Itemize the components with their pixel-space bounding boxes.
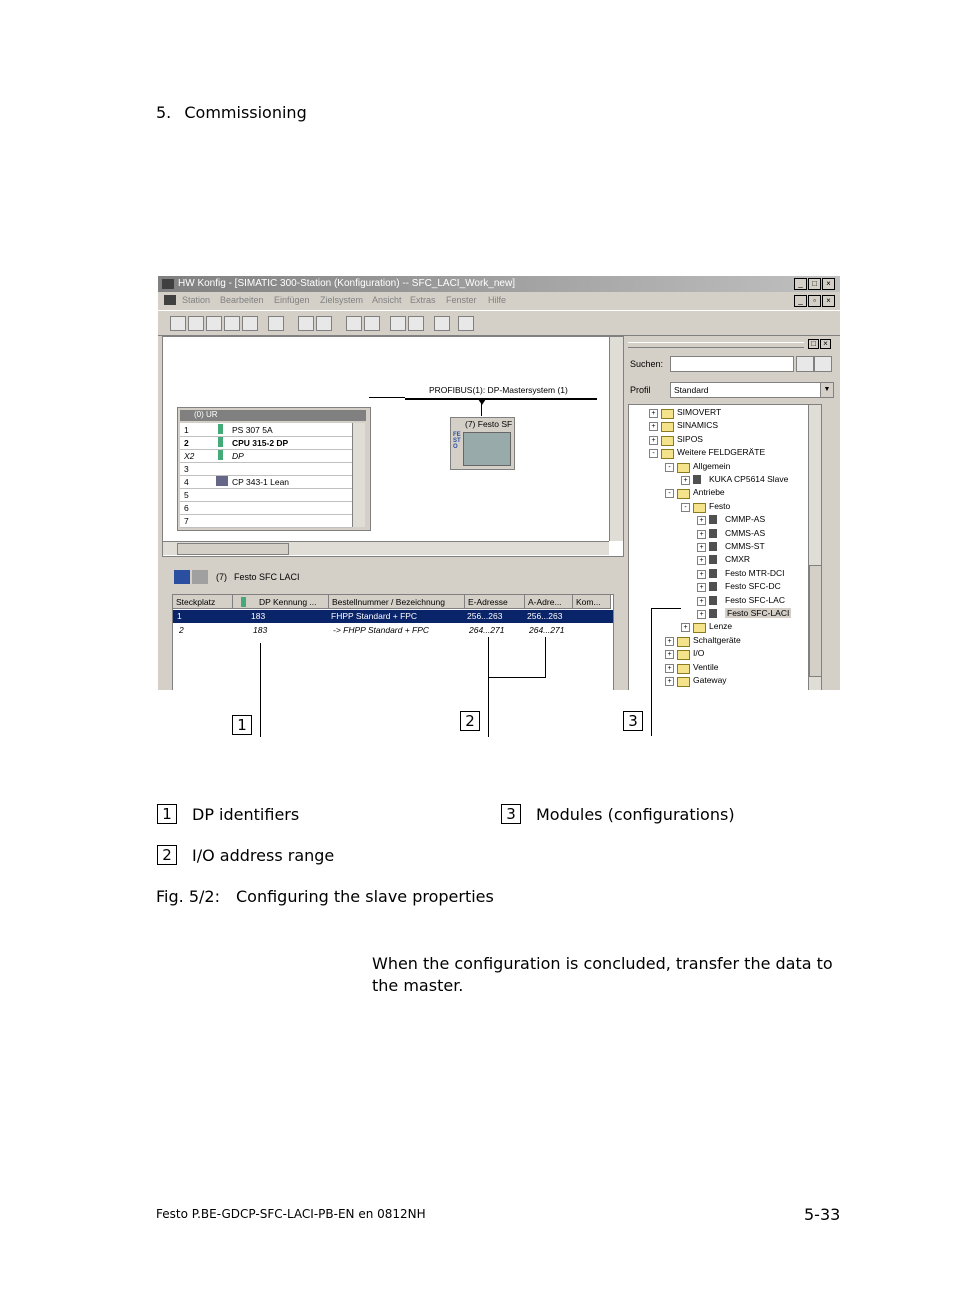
rack-row[interactable] — [180, 423, 352, 437]
collapse-icon[interactable]: - — [665, 463, 674, 472]
search-up-icon[interactable] — [814, 356, 832, 372]
folder-icon — [677, 489, 690, 499]
expand-icon[interactable]: + — [649, 436, 658, 445]
tree-node[interactable] — [697, 514, 809, 527]
cell-a-adresse: 264...271 — [529, 625, 565, 635]
folder-icon — [677, 677, 690, 687]
menu-bearbeiten[interactable]: Bearbeiten — [220, 295, 264, 305]
expand-icon[interactable]: + — [665, 637, 674, 646]
rack-table — [180, 423, 364, 527]
rack-row[interactable] — [180, 475, 352, 489]
collapse-icon[interactable]: - — [649, 449, 658, 458]
folder-icon — [693, 503, 706, 513]
expand-icon[interactable]: + — [665, 650, 674, 659]
detail-title: Festo SFC LACI — [234, 572, 300, 582]
chapter-heading — [156, 103, 307, 122]
folder-icon — [677, 664, 690, 674]
expand-icon[interactable]: + — [697, 543, 706, 552]
expand-icon[interactable]: + — [665, 664, 674, 673]
tree-node-label: Festo SFC-LAC — [725, 594, 785, 605]
tree-node-label: Schaltgeräte — [693, 634, 741, 645]
rack-row[interactable] — [180, 449, 352, 463]
slave-label: (7) Festo SF — [465, 419, 513, 429]
rack-bus-link — [369, 397, 405, 398]
cell-slot: 1 — [177, 611, 182, 621]
window-title: HW Konfig - [SIMATIC 300-Station (Konfiguration) -- SFC_LACI_Work_new] — [178, 278, 515, 289]
rack-title: (0) UR — [194, 410, 218, 419]
hardware-catalog — [624, 336, 840, 690]
callout-marker-2: 2 — [460, 711, 480, 731]
module-name: CP 343-1 Lean — [232, 477, 290, 487]
tree-node-label: Ventile — [693, 661, 719, 672]
canvas-vscrollbar[interactable] — [609, 337, 623, 541]
expand-icon[interactable]: + — [697, 583, 706, 592]
cell-a-adresse: 256...263 — [527, 611, 563, 621]
paste-icon[interactable] — [316, 316, 332, 331]
device-icon — [709, 582, 717, 591]
callout-3-line — [651, 608, 652, 736]
expand-icon[interactable]: + — [697, 597, 706, 606]
slot-number: 5 — [184, 490, 189, 500]
expand-icon[interactable]: + — [697, 530, 706, 539]
menu-icon — [164, 295, 176, 305]
col-header-kommentar[interactable]: Kom... — [573, 595, 611, 609]
profile-select[interactable] — [670, 382, 834, 398]
minimize-button[interactable]: _ — [794, 278, 807, 290]
menu-station[interactable]: Station — [182, 295, 211, 305]
tree-node-label: Festo SFC-DC — [725, 581, 781, 592]
table-row-selected[interactable] — [173, 610, 613, 623]
rack-row[interactable] — [180, 514, 352, 528]
tree-node-label: SIMOVERT — [677, 407, 722, 417]
callout-marker-3: 3 — [623, 711, 643, 731]
tree-node-label: CMXR — [725, 554, 751, 565]
device-icon — [709, 609, 717, 618]
tree-node[interactable] — [649, 434, 809, 447]
menu-ansicht[interactable]: Ansicht — [372, 295, 402, 305]
new-icon[interactable] — [170, 316, 186, 331]
tree-node[interactable] — [665, 461, 809, 474]
tree-node-label: Festo SFC-LACI — [727, 608, 790, 618]
tree-node[interactable] — [681, 621, 809, 634]
footer-document-id: Festo P.BE-GDCP-SFC-LACI-PB-EN en 0812NH — [156, 1207, 426, 1221]
tree-node-label: Lenze — [709, 621, 733, 632]
hw-config-screenshot — [158, 276, 840, 690]
tree-node[interactable] — [697, 554, 809, 567]
save-icon[interactable] — [224, 316, 240, 331]
cell-bezeichnung: FHPP Standard + FPC — [331, 611, 418, 621]
tree-node-label: CMMP-AS — [725, 514, 766, 525]
tree-scrollbar[interactable] — [808, 405, 821, 690]
app-icon — [162, 279, 174, 289]
tree-node-label: Antriebe — [693, 487, 725, 498]
callout-1-line — [260, 643, 261, 737]
folder-icon — [677, 650, 690, 660]
tree-node[interactable] — [697, 581, 809, 594]
catalog-grip — [628, 342, 804, 348]
folder-icon — [661, 449, 674, 459]
collapse-icon[interactable]: - — [665, 489, 674, 498]
menu-bar — [158, 293, 840, 308]
tree-node-label: I/O — [693, 648, 705, 659]
tree-node[interactable] — [649, 447, 809, 460]
tree-node-label: Allgemein — [693, 460, 731, 471]
catalog-toggle-icon[interactable] — [390, 316, 406, 331]
rack-row[interactable] — [180, 501, 352, 515]
device-icon — [709, 515, 717, 524]
rack-row[interactable] — [180, 436, 352, 450]
legend-label-1: DP identifiers — [192, 805, 300, 824]
table-row[interactable] — [173, 624, 613, 637]
station-canvas[interactable] — [162, 336, 624, 557]
body-paragraph: When the configuration is concluded, transfer the data to the master. — [372, 954, 833, 995]
tree-node[interactable] — [665, 487, 809, 500]
slot-table — [172, 594, 614, 690]
search-input[interactable] — [670, 356, 794, 372]
canvas-hscrollbar[interactable] — [163, 541, 609, 555]
figure-caption: Configuring the slave properties — [236, 887, 494, 906]
cell-e-adresse: 256...263 — [467, 611, 503, 621]
upload-icon[interactable] — [364, 316, 380, 331]
tree-node[interactable] — [649, 420, 809, 433]
slot-number: 7 — [184, 516, 189, 526]
rack-row[interactable] — [180, 462, 352, 476]
col-header-e-adresse[interactable]: E-Adresse — [465, 595, 525, 609]
profile-value: Standard — [674, 385, 709, 395]
profile-label: Profil — [630, 385, 651, 395]
tree-node[interactable] — [665, 675, 809, 688]
module-icon — [216, 476, 228, 486]
close-button[interactable]: × — [822, 278, 835, 290]
expand-icon[interactable]: + — [697, 570, 706, 579]
cell-dp-kennung: 183 — [251, 611, 266, 621]
callout-3-connector — [651, 608, 681, 609]
catalog-restore-button[interactable]: □ — [808, 339, 819, 349]
menu-einfuegen[interactable]: Einfügen — [274, 295, 310, 305]
tree-node[interactable] — [665, 635, 809, 648]
copy-icon[interactable] — [298, 316, 314, 331]
maximize-button[interactable]: □ — [808, 278, 821, 290]
slot-number: 1 — [184, 425, 189, 435]
folder-icon — [661, 409, 674, 419]
menu-zielsystem[interactable]: Zielsystem — [320, 295, 364, 305]
doc-minimize-button[interactable]: _ — [794, 295, 807, 307]
window-titlebar — [158, 276, 840, 292]
cell-dp-kennung: 183 — [253, 625, 268, 635]
module-name: CPU 315-2 DP — [232, 438, 289, 448]
chapter-title: Commissioning — [184, 103, 307, 122]
device-icon — [709, 542, 717, 551]
tree-scroll-thumb[interactable] — [809, 565, 822, 677]
download-icon[interactable] — [346, 316, 362, 331]
callout-2-line-left — [488, 637, 489, 737]
device-icon — [709, 596, 717, 605]
tree-node[interactable] — [665, 648, 809, 661]
device-icon — [709, 555, 717, 564]
col-header-dp-kennung[interactable]: DP Kennung ... — [233, 595, 329, 609]
bus-connector-icon — [478, 399, 486, 405]
back-arrow-icon[interactable] — [174, 570, 190, 584]
legend-marker-1: 1 — [157, 804, 177, 824]
help-icon[interactable] — [458, 316, 474, 331]
network-open-icon[interactable] — [206, 316, 222, 331]
expand-icon[interactable]: + — [681, 476, 690, 485]
page-number: 5-33 — [804, 1205, 841, 1224]
slot-number: 6 — [184, 503, 189, 513]
detail-slot-number: (7) — [216, 572, 227, 582]
module-icon — [218, 450, 223, 460]
rack-scrollbar[interactable] — [352, 423, 365, 527]
hscroll-thumb[interactable] — [177, 543, 289, 555]
toolbar — [158, 310, 840, 336]
folder-icon — [693, 623, 706, 633]
tree-node-label: SINAMICS — [677, 420, 719, 431]
tree-node-label: Festo MTR-DCI — [725, 567, 785, 578]
tree-node[interactable] — [697, 595, 809, 608]
legend-label-2: I/O address range — [192, 846, 335, 865]
slot-number: 3 — [184, 464, 189, 474]
callout-marker-1: 1 — [232, 715, 252, 735]
device-icon — [693, 475, 701, 484]
catalog-tree — [628, 404, 822, 690]
folder-icon — [677, 463, 690, 473]
tree-node[interactable] — [697, 608, 809, 621]
module-name: PS 307 5A — [232, 425, 273, 435]
slave-brand: FESTO — [453, 432, 461, 450]
slave-device-icon — [463, 432, 511, 466]
folder-icon — [677, 637, 690, 647]
search-down-icon[interactable] — [796, 356, 814, 372]
profibus-line[interactable] — [405, 398, 597, 400]
catalog-close-button[interactable]: × — [820, 339, 831, 349]
expand-icon[interactable]: + — [681, 623, 690, 632]
expand-icon[interactable]: + — [649, 409, 658, 418]
tree-node[interactable] — [681, 474, 809, 487]
tree-node[interactable] — [681, 501, 809, 514]
folder-icon — [661, 422, 674, 432]
slot-number: 4 — [184, 477, 189, 487]
menu-extras[interactable]: Extras — [410, 295, 436, 305]
rack-title-bar — [180, 410, 366, 421]
expand-icon[interactable]: + — [649, 422, 658, 431]
device-icon — [709, 529, 717, 538]
tree-node[interactable] — [697, 541, 809, 554]
slot-number: 2 — [184, 438, 189, 448]
tree-node[interactable] — [697, 528, 809, 541]
callout-2-connector — [488, 677, 546, 678]
network-icon[interactable] — [434, 316, 450, 331]
rack[interactable] — [177, 407, 371, 531]
forward-arrow-icon[interactable] — [192, 570, 208, 584]
tree-node-label: KUKA CP5614 Slave — [709, 474, 789, 484]
print-icon[interactable] — [268, 316, 284, 331]
tree-node-label: SIPOS — [677, 433, 703, 444]
dp-kennung-icon — [241, 597, 246, 607]
cell-slot: 2 — [179, 625, 184, 635]
module-name: DP — [232, 451, 244, 461]
cell-bezeichnung: -> FHPP Standard + FPC — [333, 625, 430, 635]
folder-icon — [661, 436, 674, 446]
col-header-a-adresse[interactable]: A-Adre... — [525, 595, 573, 609]
col-header-bestellnummer[interactable]: Bestellnummer / Bezeichnung — [329, 595, 465, 609]
figure-number: Fig. 5/2: — [156, 887, 220, 906]
tree-node-label: CMMS-AS — [725, 527, 766, 538]
collapse-icon[interactable]: - — [681, 503, 690, 512]
slot-number: X2 — [184, 451, 195, 461]
module-icon — [218, 437, 223, 447]
module-icon — [218, 424, 223, 434]
tree-node[interactable] — [697, 568, 809, 581]
cell-e-adresse: 264...271 — [469, 625, 505, 635]
doc-close-button[interactable]: × — [822, 295, 835, 307]
tree-node-label: CMMS-ST — [725, 541, 765, 551]
expand-icon[interactable]: + — [665, 677, 674, 686]
profibus-label: PROFIBUS(1): DP-Mastersystem (1) — [429, 385, 568, 395]
save-compile-icon[interactable] — [242, 316, 258, 331]
menu-fenster[interactable]: Fenster — [446, 295, 477, 305]
festo-slave[interactable] — [450, 417, 515, 470]
tree-node-label: Festo — [709, 500, 731, 511]
expand-icon[interactable]: + — [697, 610, 706, 619]
tree-node[interactable] — [665, 662, 809, 675]
device-icon — [709, 569, 717, 578]
chapter-number: 5. — [156, 103, 172, 122]
tree-node-label: Gateway — [693, 675, 727, 685]
legend-label-3: Modules (configurations) — [536, 805, 735, 824]
expand-icon[interactable]: + — [697, 556, 706, 565]
open-icon[interactable] — [188, 316, 204, 331]
doc-restore-button[interactable]: ▫ — [808, 295, 821, 307]
expand-icon[interactable]: + — [697, 516, 706, 525]
search-label: Suchen: — [630, 359, 664, 369]
view-icon[interactable] — [408, 316, 424, 331]
col-header-steckplatz[interactable]: Steckplatz — [173, 595, 233, 609]
menu-hilfe[interactable]: Hilfe — [488, 295, 507, 305]
callout-2-line-right — [545, 637, 546, 678]
rack-row[interactable] — [180, 488, 352, 502]
tree-node-label: Weitere FELDGERÄTE — [677, 447, 766, 458]
chevron-down-icon[interactable]: ▼ — [820, 383, 833, 397]
tree-node[interactable] — [649, 407, 809, 420]
legend-marker-2: 2 — [157, 845, 177, 865]
legend-marker-3: 3 — [501, 804, 521, 824]
